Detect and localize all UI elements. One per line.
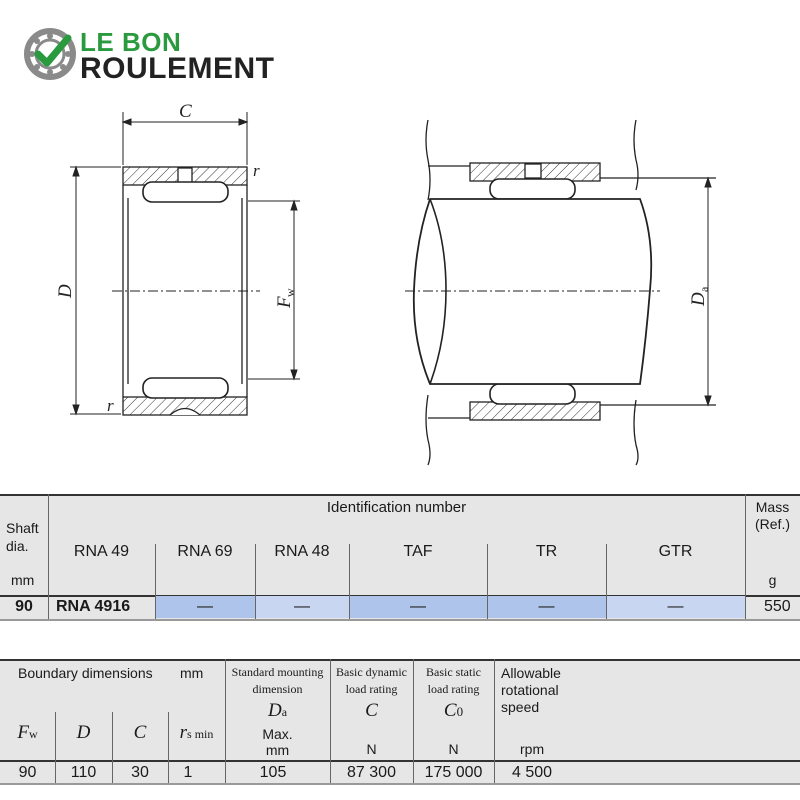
mount-header-line2: dimension: [252, 682, 303, 696]
mass-header-line1: Mass: [755, 499, 790, 515]
dyn-header-line1: Basic dynamic: [336, 665, 407, 679]
row-shaft: 90: [15, 598, 33, 615]
table1-top-rule: [0, 494, 800, 496]
row-gtr: —: [667, 598, 684, 615]
speed-header-line1: Allowable: [501, 665, 561, 681]
bearing-drawing: [0, 90, 800, 490]
mass-header: [745, 499, 800, 533]
speed-unit: rpm: [520, 741, 545, 757]
dyn-header-line2: load rating: [345, 682, 398, 696]
row-rna49: RNA 4916: [56, 598, 131, 615]
dim-r-bot-label: r: [107, 396, 114, 415]
col-fw-letter: F: [17, 722, 29, 743]
col-fw-sub: w: [28, 727, 38, 741]
row-rna48: —: [294, 598, 310, 615]
mount-max-label: Max.: [262, 726, 293, 742]
bearing-assembly-right: [414, 120, 716, 465]
dim-r-top-label: r: [253, 161, 260, 180]
stat-unit: N: [448, 741, 459, 757]
col-c-header: C: [133, 722, 147, 743]
row-tr: —: [538, 598, 555, 615]
row-mass: 550: [764, 598, 791, 615]
table2-divider: [494, 659, 495, 783]
row-cstat: 175 000: [424, 764, 483, 781]
brand-line1: LE BON: [80, 27, 182, 57]
table2-top-rule: [0, 659, 800, 661]
shaft-unit: mm: [11, 572, 35, 588]
dim-da-label: D: [688, 292, 709, 306]
series-rna48: RNA 48: [274, 543, 330, 560]
stat-header-line2: load rating: [427, 682, 480, 696]
row-speed: 4 500: [512, 764, 553, 781]
speed-header-line2: rotational: [501, 682, 559, 698]
row-rs: 1: [183, 764, 193, 781]
row-taf: —: [410, 598, 426, 615]
table1-data-row: [0, 598, 800, 618]
stat-symbol-sub: 0: [456, 704, 464, 719]
ident-title: Identification number: [326, 499, 467, 516]
dim-d-label: D: [55, 284, 76, 298]
series-tr: TR: [535, 543, 558, 560]
mount-max: [225, 726, 330, 758]
dim-da-sub: a: [697, 286, 711, 292]
row-c: 30: [131, 764, 149, 781]
dim-c-label: C: [179, 101, 192, 122]
series-rna69: RNA 69: [177, 543, 233, 560]
series-taf: TAF: [403, 543, 433, 560]
mount-unit: mm: [265, 742, 290, 758]
mass-header-line2: (Ref.): [755, 516, 790, 532]
mass-unit: g: [768, 572, 777, 588]
table1-bottom-rule: [0, 619, 800, 621]
row-d: 110: [70, 764, 97, 781]
mount-symbol-sub: a: [281, 705, 288, 719]
mount-header-line1: Standard mounting: [231, 665, 324, 679]
row-cdyn: 87 300: [347, 764, 396, 781]
dyn-unit: N: [366, 741, 377, 757]
col-rs-sub: s min: [187, 727, 214, 741]
stat-header-line1: Basic static: [426, 665, 481, 679]
shaft-header-line2: dia.: [6, 538, 29, 554]
col-fw-header: [0, 722, 55, 744]
series-gtr: GTR: [658, 543, 693, 560]
bearing-check-icon: [24, 28, 76, 80]
shaft-header: [6, 519, 39, 555]
boundary-unit: mm: [180, 665, 204, 681]
table2-bottom-rule: [0, 783, 800, 785]
mount-symbol: [225, 700, 330, 722]
stat-symbol: [413, 700, 494, 722]
stat-header: [413, 664, 494, 698]
dyn-symbol: C: [365, 700, 378, 721]
col-rs-header: [168, 722, 225, 744]
row-rna69: —: [197, 598, 213, 615]
mount-header: [225, 664, 330, 698]
dim-fw-label: F: [274, 296, 295, 308]
boundary-title: Boundary dimensions: [18, 665, 153, 681]
mount-symbol-letter: D: [267, 700, 282, 721]
row-fw: 90: [18, 764, 37, 781]
series-rna49: RNA 49: [73, 543, 130, 560]
table2-mid-rule: [0, 760, 800, 762]
speed-header: [501, 665, 561, 716]
row-da: 105: [259, 764, 287, 781]
brand-line2: ROULEMENT: [80, 52, 275, 85]
speed-header-line3: speed: [501, 699, 540, 715]
shaft-header-line1: Shaft: [6, 520, 39, 536]
col-d-header: D: [76, 722, 91, 743]
dyn-header: [330, 664, 413, 698]
col-rs-letter: r: [179, 722, 188, 743]
dim-fw-sub: w: [283, 288, 297, 297]
stat-symbol-letter: C: [443, 700, 457, 721]
